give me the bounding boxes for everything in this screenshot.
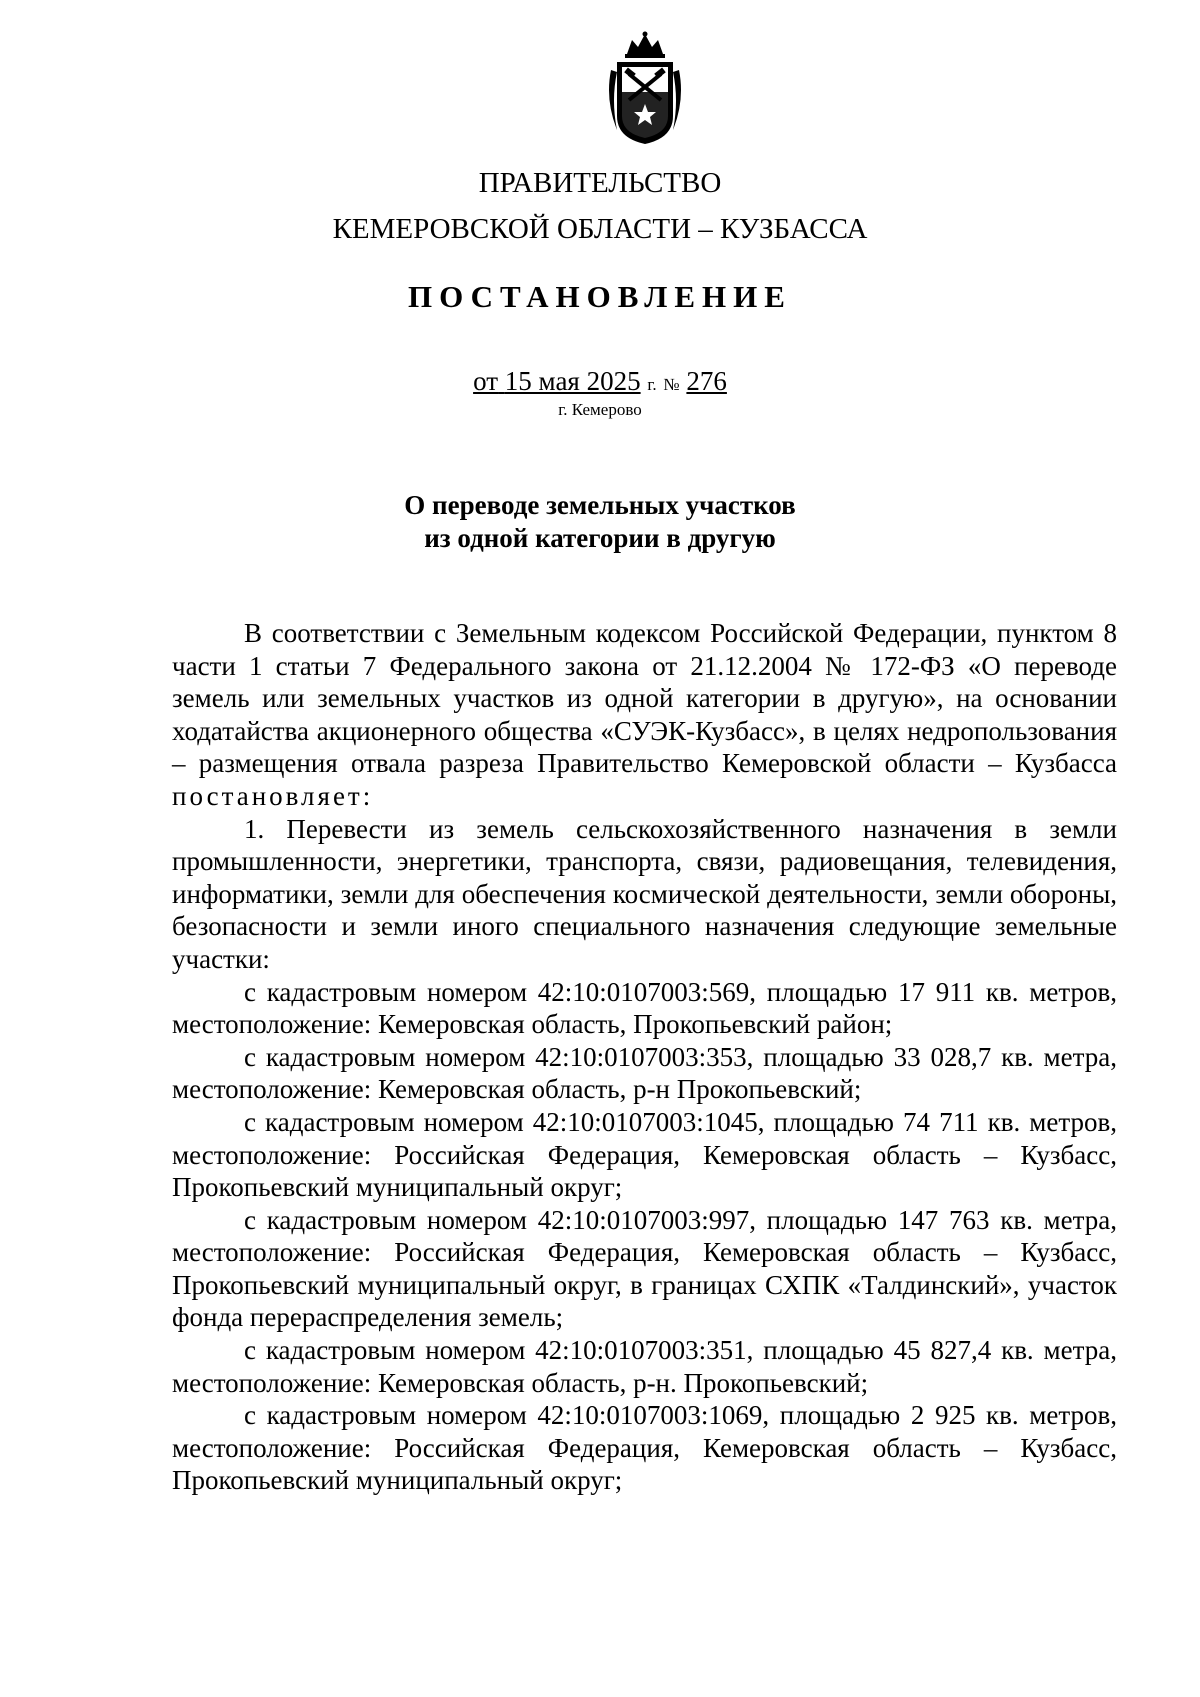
document-city: г. Кемерово [558,400,642,419]
document-number: 276 [686,366,727,396]
coat-of-arms-icon [605,30,685,148]
plot-paragraph: с кадастровым номером 42:10:0107003:1069, площадью 2 925 кв. метров, местоположение: Российская Федерация, Кемеровская область – Кузбасс, Прокопьевский муниципальный округ; [172,1400,1117,1496]
plot-paragraph: с кадастровым номером 42:10:0107003:997, площадью 147 763 кв. метра, местоположение: Российская Федерация, Кемеровская область – Кузбасс, Прокопьевский муниципальный округ, в границах СХПК «Талдинский», участок фонда перераспределения земель; [172,1204,1117,1333]
intro-paragraph [172,617,1117,813]
plot-paragraph: с кадастровым номером 42:10:0107003:569, площадью 17 911 кв. метров, местоположение: Кемеровская область, Прокопьевский район; [172,976,1117,1040]
decree-word: постановляет: [172,780,374,811]
intro-text: В соответствии с Земельным кодексом Российской Федерации, пунктом 8 части 1 статьи 7 Федерального закона от 21.12.2004 № 172-ФЗ «О переводе земель или земельных участков из одной категории в другую», на основании ходатайства акционерного общества «СУЭК-Кузбасс», в целях недропользования – размещения отвала разреза Правительство Кемеровской области – Кузбасса [172,618,1117,779]
plot-paragraph: с кадастровым номером 42:10:0107003:351, площадью 45 827,4 кв. метра, местоположение: Кемеровская область, р-н. Прокопьевский; [172,1335,1117,1398]
date-prefix: от [473,366,499,396]
document-type: ПОСТАНОВЛЕНИЕ [408,279,792,314]
plot-paragraph: с кадастровым номером 42:10:0107003:1045, площадью 74 711 кв. метров, местоположение: Российская Федерация, Кемеровская область – Кузбасс, Прокопьевский муниципальный округ; [172,1106,1117,1203]
government-name-line1: ПРАВИТЕЛЬСТВО [478,167,722,199]
item-1-paragraph: 1. Перевести из земель сельскохозяйственного назначения в земли промышленности, энергетики, транспорта, связи, радиовещания, телевидения, информатики, земли для обеспечения космической деятельности, земли обороны, безопасности и земли иного специального назначения следующие земельные участки: [172,813,1117,974]
government-name-line2: КЕМЕРОВСКОЙ ОБЛАСТИ – КУЗБАССА [332,213,868,245]
title-line1: О переводе земельных участков [404,490,796,520]
date-number-line [0,364,1200,402]
document-title [0,489,1200,555]
title-line2: из одной категории в другую [424,523,776,553]
number-sign: № [663,375,680,394]
document-date: 15 мая 2025 [504,366,641,396]
document-body [172,617,1117,1497]
plot-paragraph: с кадастровым номером 42:10:0107003:353, площадью 33 028,7 кв. метра, местоположение: Кемеровская область, р-н Прокопьевский; [172,1041,1117,1105]
year-suffix: г. [647,375,657,394]
